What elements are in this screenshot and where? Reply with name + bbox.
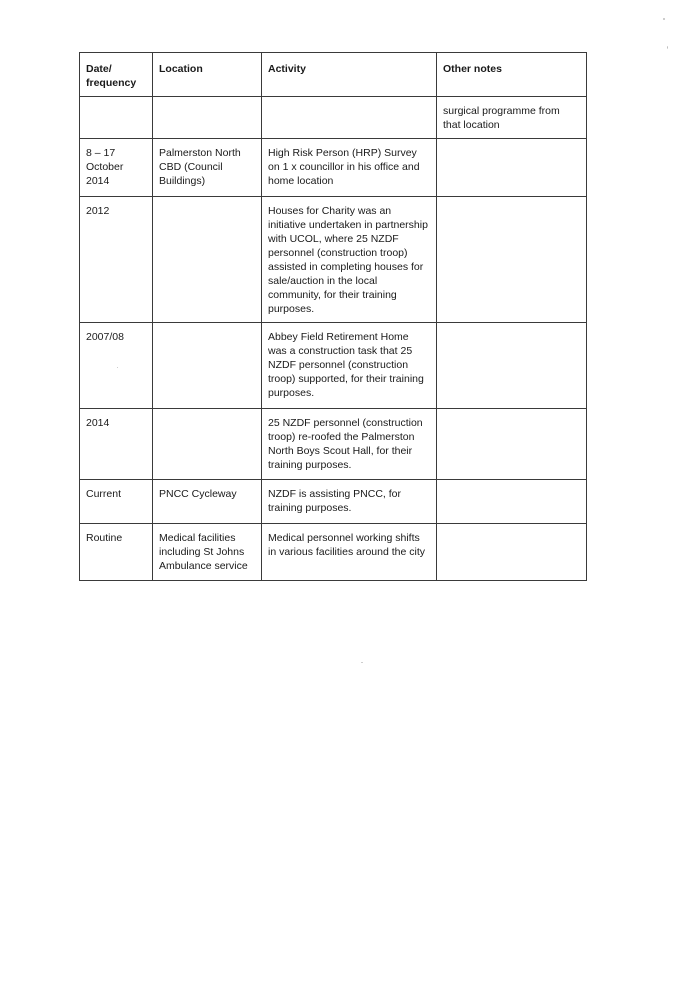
table-row bbox=[80, 524, 587, 581]
cell-notes bbox=[437, 480, 587, 524]
cell-notes bbox=[437, 139, 587, 197]
cell-location: Medical facilities including St Johns Ambulance service bbox=[153, 524, 262, 581]
table-row bbox=[80, 480, 587, 524]
cell-location: PNCC Cycleway bbox=[153, 480, 262, 524]
cell-date: 2007/08 bbox=[80, 323, 153, 409]
header-activity: Activity bbox=[262, 53, 437, 97]
cell-date bbox=[80, 97, 153, 139]
table-row bbox=[80, 97, 587, 139]
cell-activity: Houses for Charity was an initiative undertaken in partnership with UCOL, where 25 NZDF personnel (construction troop) assisted in completing houses for sale/auction in the local community, for their training purposes. bbox=[262, 197, 437, 323]
table-header-row bbox=[80, 53, 587, 97]
table-row bbox=[80, 409, 587, 480]
cell-activity: Abbey Field Retirement Home was a construction task that 25 NZDF personnel (construction troop) supported, for their training purposes. bbox=[262, 323, 437, 409]
cell-date: Current bbox=[80, 480, 153, 524]
table-row bbox=[80, 323, 587, 409]
cell-notes bbox=[437, 524, 587, 581]
scan-speck bbox=[361, 662, 363, 663]
scan-speck bbox=[667, 46, 668, 49]
cell-activity: 25 NZDF personnel (construction troop) re-roofed the Palmerston North Boys Scout Hall, for their training purposes. bbox=[262, 409, 437, 480]
header-location: Location bbox=[153, 53, 262, 97]
cell-date: 8 – 17 October 2014 bbox=[80, 139, 153, 197]
cell-date: 2012 bbox=[80, 197, 153, 323]
cell-date: Routine bbox=[80, 524, 153, 581]
table-row bbox=[80, 139, 587, 197]
cell-activity: NZDF is assisting PNCC, for training purposes. bbox=[262, 480, 437, 524]
cell-notes bbox=[437, 197, 587, 323]
cell-location bbox=[153, 197, 262, 323]
cell-notes bbox=[437, 409, 587, 480]
cell-notes: surgical programme from that location bbox=[437, 97, 587, 139]
cell-activity bbox=[262, 97, 437, 139]
scan-speck bbox=[663, 18, 665, 20]
activities-table bbox=[79, 52, 587, 581]
cell-location: Palmerston North CBD (Council Buildings) bbox=[153, 139, 262, 197]
cell-notes bbox=[437, 323, 587, 409]
cell-activity: High Risk Person (HRP) Survey on 1 x councillor in his office and home location bbox=[262, 139, 437, 197]
cell-location bbox=[153, 97, 262, 139]
cell-location bbox=[153, 323, 262, 409]
cell-location bbox=[153, 409, 262, 480]
table-row bbox=[80, 197, 587, 323]
header-date-frequency: Date/ frequency bbox=[80, 53, 153, 97]
cell-activity: Medical personnel working shifts in various facilities around the city bbox=[262, 524, 437, 581]
header-other-notes: Other notes bbox=[437, 53, 587, 97]
scan-speck bbox=[117, 367, 118, 368]
cell-date: 2014 bbox=[80, 409, 153, 480]
